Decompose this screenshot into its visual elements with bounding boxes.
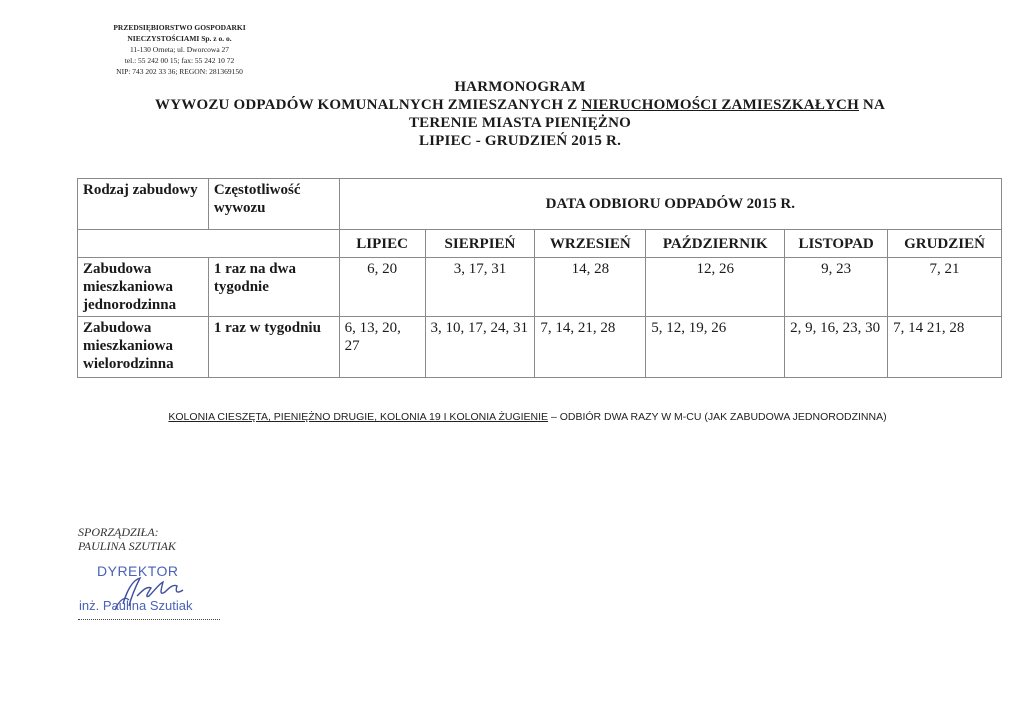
date-cell: 6, 20 — [339, 258, 425, 317]
footnote-rest: – ODBIÓR DWA RAZY W M-CU (JAK ZABUDOWA JEDNORODZINNA) — [548, 411, 887, 423]
company-name-line1: PRZEDSIĘBIORSTWO GOSPODARKI — [113, 23, 246, 32]
title-line2 — [60, 96, 980, 114]
month-header: LIPIEC — [339, 230, 425, 258]
title-line2-post: NA — [858, 97, 885, 113]
document-title — [60, 78, 980, 150]
date-cell: 9, 23 — [785, 258, 888, 317]
month-row-blank — [78, 230, 340, 258]
prepared-label: SPORZĄDZIŁA: — [78, 525, 159, 539]
month-header: PAŹDZIERNIK — [646, 230, 785, 258]
title-line4: LIPIEC - GRUDZIEŃ 2015 R. — [418, 133, 622, 149]
col-header-dates: DATA ODBIORU ODPADÓW 2015 R. — [339, 179, 1001, 230]
table-row — [78, 317, 1002, 378]
date-cell: 5, 12, 19, 26 — [646, 317, 785, 378]
company-ids: NIP: 743 202 33 36; REGON: 281369150 — [116, 67, 243, 76]
table-header-row — [78, 179, 1002, 230]
month-header: GRUDZIEŃ — [888, 230, 1002, 258]
prepared-by — [78, 525, 176, 553]
stamp-name: inż. Paulina Szutiak — [79, 598, 193, 613]
date-cell: 3, 10, 17, 24, 31 — [425, 317, 535, 378]
company-phone: tel.: 55 242 00 15; fax: 55 242 10 72 — [124, 56, 235, 65]
row-frequency: 1 raz na dwa tygodnie — [208, 258, 339, 317]
col-header-type: Rodzaj zabudowy — [78, 179, 209, 230]
month-header: LISTOPAD — [785, 230, 888, 258]
company-header — [92, 22, 267, 77]
date-cell: 12, 26 — [646, 258, 785, 317]
month-header: SIERPIEŃ — [425, 230, 535, 258]
schedule-table — [77, 178, 1002, 378]
title-line3: TERENIE MIASTA PIENIĘŻNO — [408, 115, 632, 131]
row-type: Zabudowa mieszkaniowa wielorodzinna — [78, 317, 209, 378]
month-header: WRZESIEŃ — [535, 230, 646, 258]
company-address: 11-130 Orneta; ul. Dworcowa 27 — [129, 45, 230, 54]
col-header-frequency: Częstotliwość wywozu — [208, 179, 339, 230]
date-cell: 6, 13, 20, 27 — [339, 317, 425, 378]
title-line2-pre: WYWOZU ODPADÓW KOMUNALNYCH ZMIESZANYCH Z — [155, 97, 582, 113]
signature-icon — [85, 560, 215, 620]
date-cell: 2, 9, 16, 23, 30 — [785, 317, 888, 378]
footnote-localities: KOLONIA CIESZĘTA, PIENIĘŻNO DRUGIE, KOLONIA 19 I KOLONIA ŻUGIENIE — [168, 411, 549, 423]
title-line2-underlined: NIERUCHOMOŚCI ZAMIESZKAŁYCH — [581, 97, 859, 113]
stamp-title: DYREKTOR — [97, 563, 179, 579]
signature-line — [78, 619, 220, 620]
prepared-name: PAULINA SZUTIAK — [78, 539, 176, 553]
date-cell: 3, 17, 31 — [425, 258, 535, 317]
month-header-row — [78, 230, 1002, 258]
date-cell: 7, 21 — [888, 258, 1002, 317]
date-cell: 7, 14, 21, 28 — [535, 317, 646, 378]
title-line1: HARMONOGRAM — [454, 79, 586, 95]
table-row — [78, 258, 1002, 317]
date-cell: 14, 28 — [535, 258, 646, 317]
company-name-line2: NIECZYSTOŚCIAMI Sp. z o. o. — [127, 34, 232, 43]
row-type: Zabudowa mieszkaniowa jednorodzinna — [78, 258, 209, 317]
row-frequency: 1 raz w tygodniu — [208, 317, 339, 378]
date-cell: 7, 14 21, 28 — [888, 317, 1002, 378]
footnote — [70, 410, 985, 425]
